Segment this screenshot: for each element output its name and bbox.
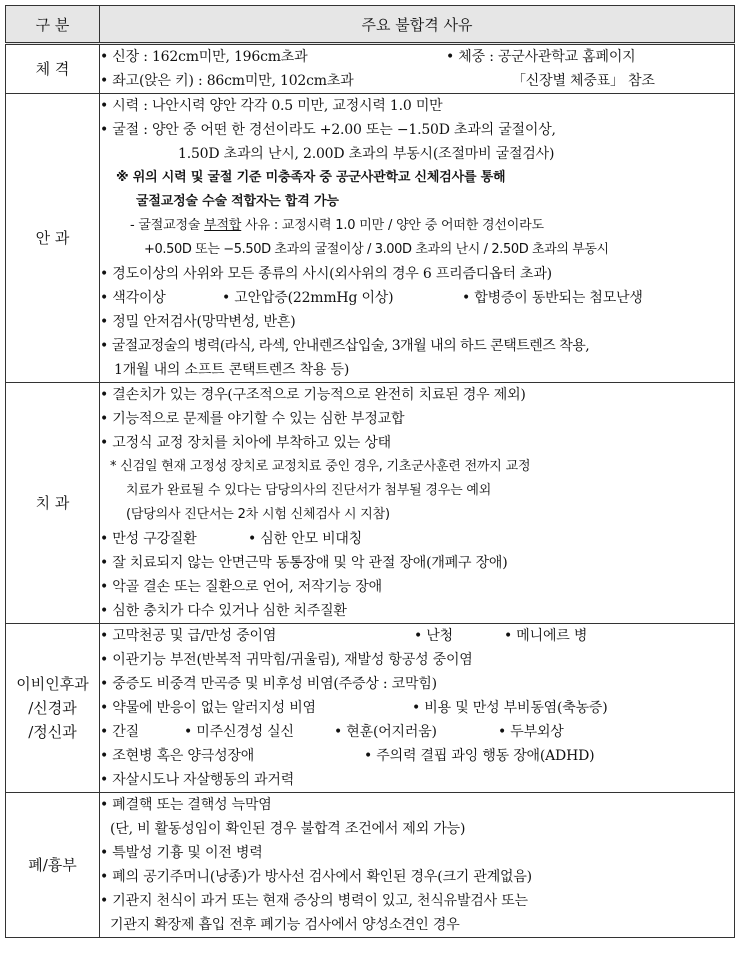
row-dental [6, 383, 735, 624]
ent-item: • 조현병 혹은 양극성장애 [100, 748, 255, 764]
ent-item: • 간질 [100, 724, 139, 740]
eye-sub: +0.50D 또는 −5.50D 초과의 굴절이상 / 3.00D 초과의 난시 / 2.50D 초과의 부동시 [144, 242, 609, 257]
eye-item: • 굴절 : 양안 중 어떤 한 경선이라도 +2.00 또는 −1.50D 초과의 굴절이상, [100, 122, 556, 138]
ent-item: • 현훈(어지러움) [334, 724, 437, 740]
lung-item: (단, 비 활동성임이 확인된 경우 불합격 조건에서 제외 가능) [110, 821, 466, 837]
reasons-body [100, 44, 735, 94]
category-neuro-label: /신경과 [28, 699, 77, 717]
lung-item: • 폐의 공기주머니(낭종)가 방사선 검사에서 확인된 경우(크기 관계없음) [100, 869, 532, 885]
category-body: 체 격 [6, 44, 100, 94]
dental-item: • 고정식 교정 장치를 치아에 부착하고 있는 상태 [100, 435, 391, 451]
reasons-dental [100, 383, 735, 624]
category-dental: 치 과 [6, 383, 100, 624]
ent-item: • 두부외상 [498, 724, 564, 740]
row-ent [6, 624, 735, 793]
ent-item: • 약물에 반응이 없는 알러지성 비염 [100, 700, 316, 716]
dental-item: • 만성 구강질환 [100, 531, 197, 547]
ent-item: • 미주신경성 실신 [184, 724, 294, 740]
eye-item: 1개월 내의 소프트 콘택트렌즈 착용 등) [114, 362, 350, 378]
body-sitting-height: • 좌고(앉은 키) : 86cm미만, 102cm초과 [100, 73, 354, 89]
category-ent [6, 624, 100, 793]
lung-item: 기관지 확장제 흡입 전후 폐기능 검사에서 양성소견인 경우 [110, 917, 460, 933]
body-height: • 신장 : 162cm미만, 196cm초과 [100, 49, 308, 65]
dental-note: * 신검일 현재 고정성 장치로 교정치료 중인 경우, 기초군사훈련 전까지 교정 [110, 459, 531, 474]
eye-item: • 정밀 안저검사(망막변성, 반흔) [100, 314, 296, 330]
eye-item: • 고안압증(22mmHg 이상) [222, 290, 394, 306]
row-eye [6, 94, 735, 383]
ent-item: • 비용 및 만성 부비동염(축농증) [412, 700, 608, 716]
eye-sub: 사유 : 교정시력 1.0 미만 / 양안 중 어떠한 경선이라도 [245, 218, 544, 233]
eye-item: 1.50D 초과의 난시, 2.00D 초과의 부동시(조절마비 굴절검사) [178, 146, 555, 162]
body-weight-ref: 「신장별 체중표」 참조 [512, 73, 655, 89]
ent-item: • 고막천공 및 급/만성 중이염 [100, 628, 277, 644]
reasons-eye [100, 94, 735, 383]
ent-item: • 메니에르 병 [504, 628, 588, 644]
reasons-ent [100, 624, 735, 793]
dental-item: • 잘 치료되지 않는 안면근막 동통장애 및 악 관절 장애(개폐구 장애) [100, 555, 508, 571]
dental-item: • 기능적으로 문제를 야기할 수 있는 심한 부정교합 [100, 411, 405, 427]
eye-note: ※ 위의 시력 및 굴절 기준 미충족자 중 공군사관학교 신체검사를 통해 [116, 170, 506, 185]
dental-note: 치료가 완료될 수 있다는 담당의사의 진단서가 첨부될 경우는 예외 [126, 483, 492, 498]
lung-item: • 폐결핵 또는 결핵성 늑막염 [100, 797, 272, 813]
eye-item: • 굴절교정술의 병력(라식, 라섹, 안내렌즈삽입술, 3개월 내의 하드 콘택트렌즈 착용, [100, 338, 590, 354]
ent-item: • 자살시도나 자살행동의 과거력 [100, 772, 295, 788]
category-lung: 폐/흉부 [6, 793, 100, 938]
eye-item: • 합병증이 동반되는 첨모난생 [462, 290, 643, 306]
row-lung [6, 793, 735, 938]
eye-item: • 시력 : 나안시력 양안 각각 0.5 미만, 교정시력 1.0 미만 [100, 98, 443, 114]
ent-item: • 난청 [414, 628, 453, 644]
ent-item: • 주의력 결핍 과잉 행동 장애(ADHD) [364, 748, 595, 764]
lung-item: • 특발성 기흉 및 이전 병력 [100, 845, 263, 861]
body-weight: • 체중 : 공군사관학교 홈페이지 [446, 49, 636, 65]
eye-sub-unfit: 부적합 [204, 218, 242, 233]
reasons-lung [100, 793, 735, 938]
row-body [6, 44, 735, 94]
ent-item: • 이관기능 부전(반복적 귀막힘/귀울림), 재발성 항공성 중이염 [100, 652, 473, 668]
lung-item: • 기관지 천식이 과거 또는 현재 증상의 병력이 있고, 천식유발검사 또는 [100, 893, 528, 909]
dental-item: • 악골 결손 또는 질환으로 언어, 저작기능 장애 [100, 579, 382, 595]
eye-item: • 경도이상의 사위와 모든 종류의 사시(외사위의 경우 6 프리즘디옵터 초과) [100, 266, 552, 282]
dental-note: (담당의사 진단서는 2차 시험 신체검사 시 지참) [126, 507, 390, 522]
header-category: 구 분 [6, 6, 100, 44]
ent-item: • 중증도 비중격 만곡증 및 비후성 비염(주증상 : 코막힘) [100, 676, 437, 692]
table-header-row [6, 6, 735, 44]
disqualification-table [5, 5, 735, 938]
eye-item: • 색각이상 [100, 290, 166, 306]
category-psych-label: /정신과 [28, 723, 77, 741]
category-eye: 안 과 [6, 94, 100, 383]
dental-item: • 심한 안모 비대칭 [248, 531, 363, 547]
category-ent-label: 이비인후과 [16, 675, 89, 693]
eye-sub: - 굴절교정술 [130, 218, 201, 233]
header-reasons: 주요 불합격 사유 [100, 6, 735, 44]
dental-item: • 결손치가 있는 경우(구조적으로 기능적으로 완전히 치료된 경우 제외) [100, 387, 526, 403]
eye-note: 굴절교정술 수술 적합자는 합격 가능 [136, 194, 339, 209]
dental-item: • 심한 충치가 다수 있거나 심한 치주질환 [100, 603, 347, 619]
